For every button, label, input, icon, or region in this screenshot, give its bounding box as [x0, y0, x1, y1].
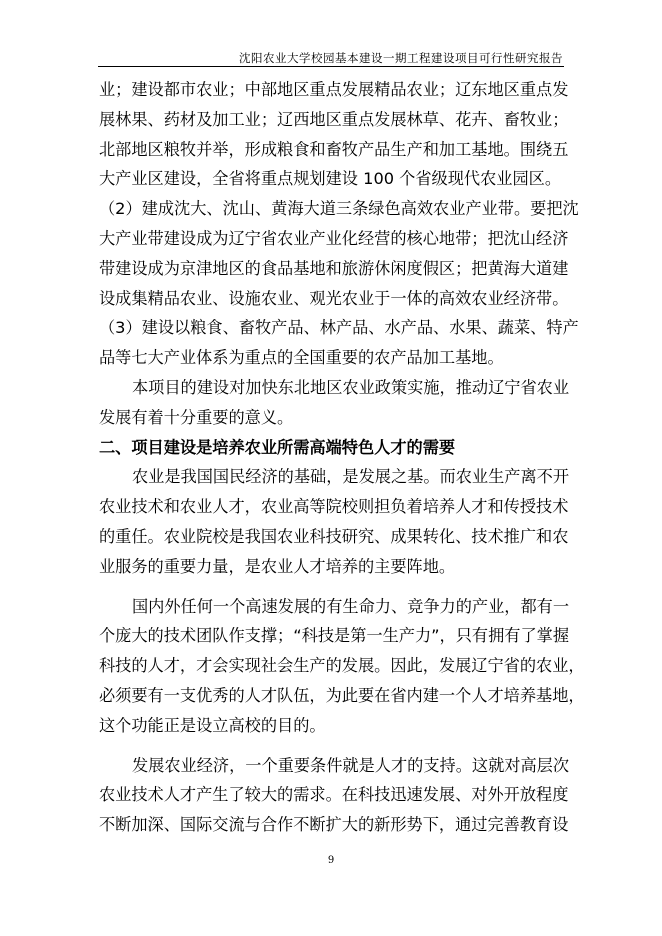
section-heading: 二、项目建设是培养农业所需高端特色人才的需要 — [99, 437, 456, 457]
paragraph-start: 国内外任何一个高速发展的有生命力、竞争力的产业，都有一 — [132, 596, 570, 616]
body-line: 展林果、药材及加工业；辽西地区重点发展林草、花卉、畜牧业； — [99, 109, 569, 129]
body-line: 发展有着十分重要的意义。 — [99, 407, 294, 427]
header-rule — [98, 66, 564, 67]
list-item-2: （2）建成沈大、沈山、黄海大道三条绿色高效农业产业带。要把沈 — [99, 199, 579, 219]
paragraph-start: 本项目的建设对加快东北地区农业政策实施，推动辽宁省农业 — [132, 377, 570, 397]
list-item-3: （3）建设以粮食、畜牧产品、林产品、水产品、水果、蔬菜、特产 — [99, 318, 579, 338]
body-line: 大产业区建设，全省将重点规划建设 100 个省级现代农业园区。 — [99, 169, 562, 189]
page-number: 9 — [327, 855, 335, 866]
body-line: 带建设成为京津地区的食品基地和旅游休闲度假区；把黄海大道建 — [99, 258, 569, 278]
body-line: 北部地区粮牧并举，形成粮食和畜牧产品生产和加工基地。围绕五 — [99, 139, 569, 159]
body-line: 个庞大的技术团队作支撑；“科技是第一生产力”，只有拥有了掌握 — [99, 626, 570, 646]
body-line: 品等七大产业体系为重点的全国重要的农产品加工基地。 — [99, 348, 504, 368]
body-line: 必须要有一支优秀的人才队伍，为此要在省内建一个人才培养基地， — [99, 685, 585, 705]
body-line: 农业技术人才产生了较大的需求。在科技迅速发展、对外开放程度 — [99, 785, 569, 805]
document-body — [99, 75, 585, 840]
running-header: 沈阳农业大学校园基本建设一期工程建设项目可行性研究报告 — [239, 51, 563, 65]
body-line: 业；建设都市农业；中部地区重点发展精品农业；辽东地区重点发 — [99, 80, 569, 99]
body-line: 这个功能正是设立高校的目的。 — [99, 715, 326, 735]
body-line: 不断加深、国际交流与合作不断扩大的新形势下，通过完善教育设 — [99, 815, 569, 835]
body-line: 设成集精品农业、设施农业、观光农业于一体的高效农业经济带。 — [99, 288, 569, 308]
body-line: 大产业带建设成为辽宁省农业产业化经营的核心地带；把沈山经济 — [99, 228, 569, 248]
body-line: 农业技术和农业人才，农业高等院校则担负着培养人才和传授技术 — [99, 497, 569, 517]
paragraph-start: 发展农业经济，一个重要条件就是人才的支持。这就对高层次 — [132, 755, 570, 775]
body-line: 业服务的重要力量，是农业人才培养的主要阵地。 — [99, 556, 456, 576]
body-line: 的重任。农业院校是我国农业科技研究、成果转化、技术推广和农 — [99, 526, 569, 546]
body-line: 科技的人才，才会实现社会生产的发展。因此，发展辽宁省的农业， — [99, 656, 585, 676]
paragraph-start: 农业是我国国民经济的基础，是发展之基。而农业生产离不开 — [132, 467, 570, 487]
